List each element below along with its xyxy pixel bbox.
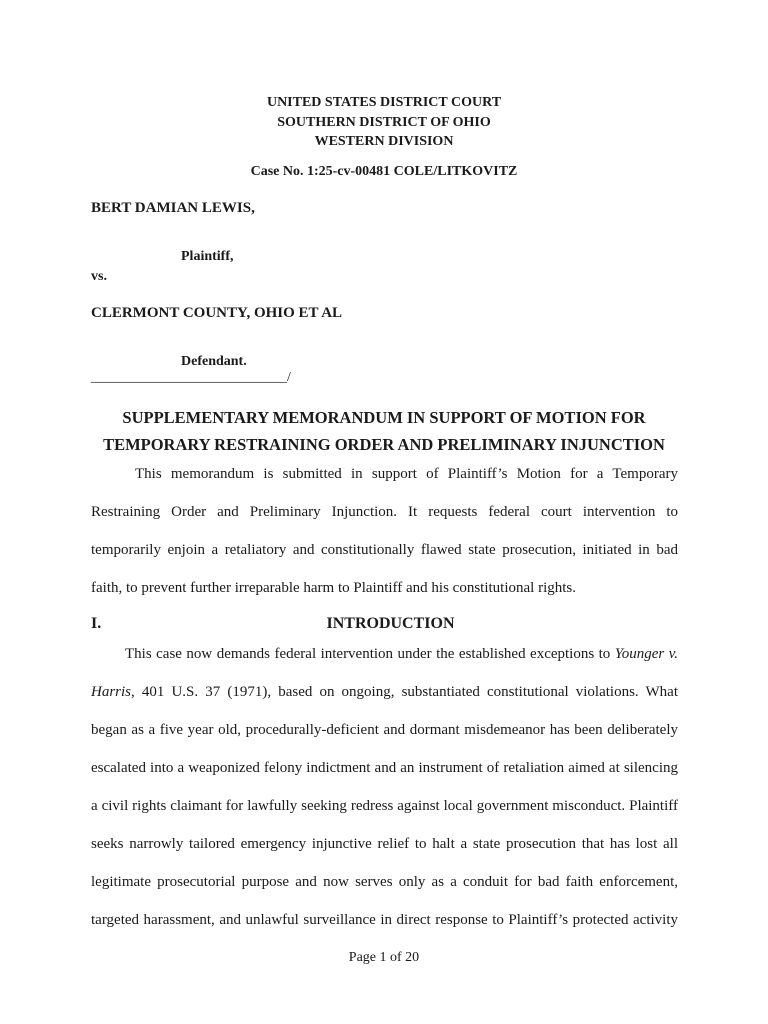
court-division: WESTERN DIVISION <box>314 134 454 149</box>
document-title-line-1: SUPPLEMENTARY MEMORANDUM IN SUPPORT OF MOTION FOR <box>122 408 646 427</box>
intro-paragraph-line: Restraining Order and Preliminary Injunction. It requests federal court intervention to <box>91 504 678 520</box>
document-title-line-2: TEMPORARY RESTRAINING ORDER AND PRELIMINARY INJUNCTION <box>103 435 665 454</box>
section-heading: INTRODUCTION <box>326 615 455 632</box>
defendant-role: Defendant. <box>181 354 247 369</box>
section-paragraph-line <box>91 682 678 702</box>
section-paragraph-line: seeks narrowly tailored emergency injunctive relief to halt a state prosecution that has lost all <box>91 836 678 852</box>
court-name: UNITED STATES DISTRICT COURT <box>266 95 502 110</box>
section-paragraph-line: targeted harassment, and unlawful surveillance in direct response to Plaintiff’s protected activity <box>91 912 678 928</box>
defendant-name: CLERMONT COUNTY, OHIO ET AL <box>91 305 343 321</box>
page-number: Page 1 of 20 <box>348 950 420 965</box>
court-district: SOUTHERN DISTRICT OF OHIO <box>277 115 491 130</box>
case-citation: Younger v. <box>614 646 678 662</box>
intro-paragraph-line: faith, to prevent further irreparable harm to Plaintiff and his constitutional rights. <box>91 580 577 596</box>
section-text: , 401 U.S. 37 (1971), based on ongoing, substantiated constitutional violations. What <box>131 684 678 700</box>
case-number: Case No. 1:25-cv-00481 COLE/LITKOVITZ <box>250 164 518 179</box>
caption-signature-line: ____________________________/ <box>91 370 291 385</box>
section-number: I. <box>91 615 102 632</box>
versus-label: vs. <box>91 269 107 284</box>
section-paragraph-line: escalated into a weaponized felony indictment and an instrument of retaliation aimed at silencing <box>91 760 678 776</box>
section-text: This case now demands federal intervention under the established exceptions to <box>125 646 615 662</box>
intro-paragraph-line: This memorandum is submitted in support of Plaintiff’s Motion for a Temporary <box>135 466 678 482</box>
section-paragraph-line: a civil rights claimant for lawfully seeking redress against local government misconduct. Plaintiff <box>91 798 678 814</box>
case-citation: Harris <box>91 684 132 700</box>
section-paragraph-line <box>91 644 678 664</box>
plaintiff-role: Plaintiff, <box>181 249 234 264</box>
section-paragraph-line: legitimate prosecutorial purpose and now serves only as a conduit for bad faith enforcement, <box>91 874 678 890</box>
intro-paragraph-line: temporarily enjoin a retaliatory and constitutionally flawed state prosecution, initiated in bad <box>91 542 678 558</box>
section-paragraph-line: began as a five year old, procedurally-deficient and dormant misdemeanor has been deliberately <box>91 722 678 738</box>
plaintiff-name: BERT DAMIAN LEWIS, <box>91 200 255 216</box>
